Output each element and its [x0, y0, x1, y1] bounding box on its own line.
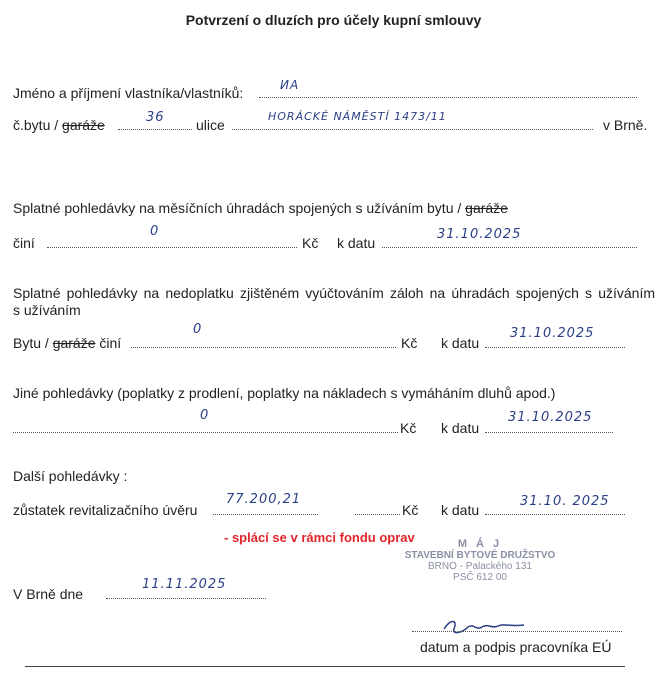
flat-number-field[interactable] [118, 129, 192, 130]
section3-date-value: 31.10.2025 [508, 410, 593, 425]
section4-amount-value: 77.200,21 [226, 492, 302, 507]
section2-amount-field[interactable] [131, 347, 396, 348]
section4-label: Další pohledávky : [13, 468, 128, 484]
owner-label: Jméno a příjmení vlastníka/vlastníků: [13, 85, 244, 101]
section2-date-label: k datu [441, 335, 480, 351]
owner-field[interactable] [259, 97, 637, 98]
section2-date-value: 31.10.2025 [510, 326, 595, 341]
section1-currency: Kč [302, 235, 319, 251]
section3-label: Jiné pohledávky (poplatky z prodlení, poplatky na nákladech s vymáháním dluhů apod.) [13, 385, 556, 401]
section4-date-field[interactable] [485, 514, 625, 515]
section2-label-text: Bytu / [13, 335, 53, 351]
stamp-line1: M Á J [457, 538, 503, 550]
section4-currency: Kč [402, 502, 419, 518]
section2-currency: Kč [401, 335, 418, 351]
section4-amount-field[interactable] [213, 514, 318, 515]
flat-row [13, 117, 105, 134]
flat-number-value: 36 [146, 110, 165, 125]
section4-amount-dots [355, 514, 400, 515]
page-title: Potvrzení o dluzích pro účely kupní smlouvy [185, 12, 482, 28]
stamp-line3: BRNO - Palackého 131 [428, 561, 532, 572]
section3-currency: Kč [400, 420, 417, 436]
section4-note: - splácí se v rámci fondu oprav [224, 530, 415, 545]
section2-label-line1: Splatné pohledávky na nedoplatku zjištěném vyúčtováním záloh na úhradách spojených s užíváním [13, 285, 655, 301]
section4-date-label: k datu [441, 502, 480, 518]
section1-label [13, 200, 508, 217]
section1-date-field[interactable] [382, 247, 637, 248]
section2-label [13, 335, 121, 352]
signature-field[interactable] [412, 631, 622, 632]
place-date-field[interactable] [106, 598, 266, 599]
section1-amount-value: 0 [150, 224, 160, 239]
place-date-value: 11.11.2025 [142, 577, 227, 592]
section2-label-line2: s užíváním [13, 302, 81, 318]
section2-date-field[interactable] [485, 347, 625, 348]
section1-garage-struck: garáže [465, 200, 508, 216]
section4-sub-label: zůstatek revitalizačního úvěru [13, 502, 198, 518]
section2-label-cini: činí [99, 335, 122, 351]
section2-garage-struck: garáže [52, 335, 96, 351]
section1-amount-label: činí [13, 235, 35, 251]
bottom-rule [25, 666, 625, 667]
stamp-line2: STAVEBNÍ BYTOVÉ DRUŽSTVO [404, 550, 556, 561]
section4-date-value: 31.10. 2025 [520, 494, 610, 509]
flat-prefix: č.bytu / [13, 117, 63, 133]
section3-amount-field[interactable] [13, 432, 398, 433]
city-label: v Brně. [603, 117, 648, 133]
signature-caption: datum a podpis pracovníka EÚ [420, 639, 612, 655]
section3-amount-value: 0 [200, 408, 210, 423]
street-field[interactable] [232, 129, 593, 130]
section1-date-label: k datu [337, 235, 376, 251]
flat-garage-struck: garáže [62, 117, 105, 133]
cooperative-stamp [380, 538, 580, 583]
section2-amount-value: 0 [193, 322, 203, 337]
section1-amount-field[interactable] [47, 247, 297, 248]
street-value: HORÁCKÉ NÁMĚSTÍ 1473/11 [268, 110, 447, 123]
section1-label-text: Splatné pohledávky na měsíčních úhradách spojených s užíváním bytu / [13, 200, 466, 216]
section3-date-field[interactable] [485, 432, 613, 433]
signature-scribble [440, 615, 530, 637]
stamp-line4: PSČ 612 00 [453, 572, 507, 583]
section1-date-value: 31.10.2025 [437, 227, 522, 242]
section3-date-label: k datu [441, 420, 480, 436]
place-date-label: V Brně dne [13, 586, 84, 602]
street-label: ulice [196, 117, 225, 133]
owner-value: ИA [280, 78, 300, 92]
